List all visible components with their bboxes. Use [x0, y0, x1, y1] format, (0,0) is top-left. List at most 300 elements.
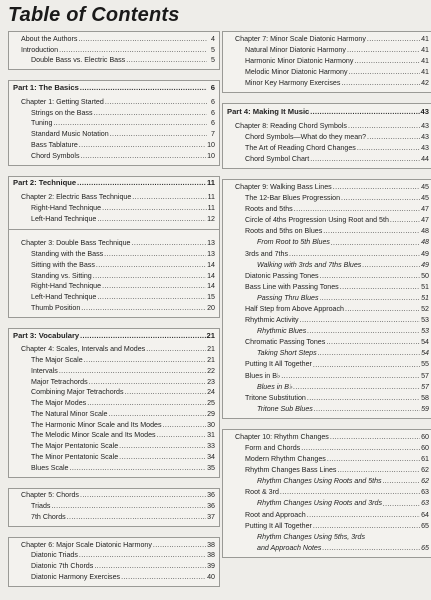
toc-entry-title: The Harmonic Minor Scale and Its Modes [31, 420, 162, 429]
toc-entry-title: Double Bass vs. Electric Bass [31, 56, 126, 65]
toc-entry-title: 7th Chords [31, 512, 66, 521]
toc-entry-title: Taking Short Steps [257, 349, 317, 358]
toc-entry-title: The Natural Minor Scale [31, 409, 108, 418]
dot-leader [80, 331, 205, 342]
toc-section-entry[interactable] [223, 393, 429, 404]
toc-entry-title: Rhythm Changes Using Roots and 5ths [257, 477, 382, 486]
toc-page-number: 65 [421, 521, 429, 530]
dot-leader [87, 398, 206, 409]
toc-section-box [8, 176, 220, 318]
dot-leader [97, 214, 206, 225]
toc-section-entry[interactable] [223, 359, 429, 370]
toc-page-number: 34 [207, 452, 215, 461]
toc-section-entry[interactable] [9, 366, 215, 377]
dot-leader [77, 178, 206, 189]
toc-exercise-entry[interactable] [223, 404, 429, 415]
dot-leader [340, 282, 420, 293]
toc-entry-title: Major Tetrachords [31, 377, 88, 386]
toc-page-number: 55 [421, 360, 429, 369]
dot-leader [67, 512, 206, 523]
toc-exercise-entry[interactable] [223, 543, 429, 554]
toc-page-number: 30 [207, 420, 215, 429]
toc-chapter-entry[interactable] [9, 45, 215, 56]
toc-entry-title: Bass Tablature [31, 140, 78, 149]
toc-section-entry[interactable] [9, 501, 215, 512]
toc-page-number: 21 [207, 345, 215, 354]
dot-leader [102, 203, 207, 214]
toc-page-number: 14 [207, 260, 215, 269]
toc-section-entry[interactable] [9, 572, 215, 583]
toc-page-number: 24 [207, 388, 215, 397]
toc-page-number: 6 [211, 97, 215, 106]
toc-entry-title: Passing Thru Blues [257, 293, 319, 302]
toc-chapter-entry[interactable] [9, 34, 215, 45]
toc-section-entry[interactable] [223, 132, 429, 143]
toc-section-entry[interactable] [223, 143, 429, 154]
toc-entry-title: Chapter 6: Major Scale Diatonic Harmony [21, 540, 152, 549]
toc-entry-title: Chromatic Passing Tones [245, 338, 326, 347]
dot-leader [294, 204, 420, 215]
toc-section-entry[interactable] [9, 303, 215, 314]
dot-leader [153, 540, 206, 551]
dot-leader [345, 304, 420, 315]
dot-leader [132, 192, 206, 203]
toc-entry-title: Rhythmic Activity [245, 316, 299, 325]
toc-page-number: 22 [207, 366, 215, 375]
toc-page-number: 29 [207, 409, 215, 418]
dot-leader [320, 271, 421, 282]
toc-entry-title: Form and Chords [245, 444, 301, 452]
toc-page-number: 48 [421, 238, 429, 247]
dot-leader [349, 67, 421, 78]
toc-part-heading[interactable] [9, 83, 215, 94]
toc-section-entry[interactable] [223, 510, 429, 521]
dot-leader [97, 292, 206, 303]
dot-leader [362, 260, 420, 271]
toc-entry-title: Tritone Sub Blues [257, 404, 313, 413]
toc-page-number: 38 [207, 540, 215, 549]
toc-entry-title: Roots and 5ths on Blues [245, 227, 323, 236]
toc-section-entry[interactable] [9, 512, 215, 523]
toc-section-entry[interactable] [223, 487, 429, 498]
toc-section-entry[interactable] [223, 271, 429, 282]
dot-leader [119, 452, 206, 463]
toc-entry-title: Sitting with the Bass [31, 260, 95, 269]
toc-entry-title: Rhythmic Blues [257, 327, 307, 336]
dot-leader [104, 249, 206, 260]
toc-page-number: 53 [421, 327, 429, 336]
toc-page-number: 31 [207, 431, 215, 440]
toc-page-number: 49 [421, 249, 429, 258]
toc-entry-title: The Major Scale [31, 356, 83, 365]
toc-section-entry[interactable] [9, 203, 215, 214]
toc-entry-title: Left-Hand Technique [31, 293, 97, 302]
dot-leader [323, 226, 420, 237]
toc-exercise-entry[interactable] [223, 498, 429, 509]
toc-entry-title: Roots and 5ths [245, 205, 293, 214]
toc-entry-title: Natural Minor Diatonic Harmony [245, 46, 346, 55]
dot-leader [367, 34, 420, 45]
toc-entry-title: Part 1: The Basics [13, 83, 79, 93]
toc-page-number: 25 [207, 399, 215, 408]
dot-leader [310, 154, 420, 165]
toc-page-number: 13 [207, 239, 215, 248]
toc-entry-title: Right-Hand Technique [31, 282, 102, 291]
toc-page-number: 60 [421, 444, 429, 452]
toc-section-entry[interactable] [9, 108, 215, 119]
toc-entry-title: Diatonic 7th Chords [31, 562, 94, 571]
toc-page-number: 42 [421, 79, 429, 88]
toc-entry-title: Introduction [21, 45, 59, 54]
toc-entry-title: 3rds and 7ths [245, 249, 288, 258]
toc-page-number: 43 [421, 121, 429, 130]
dot-leader [59, 45, 207, 56]
toc-entry-title: Right-Hand Technique [31, 203, 102, 212]
toc-section-entry[interactable] [9, 214, 215, 225]
toc-entry-title: The Minor Pentatonic Scale [31, 452, 119, 461]
toc-page-number: 43 [421, 143, 429, 152]
toc-entry-title: Part 3: Vocabulary [13, 330, 80, 340]
dot-leader [110, 129, 207, 140]
toc-entry-title: Putting It All Together [245, 521, 312, 530]
toc-entry-title: Thumb Position [31, 303, 81, 312]
toc-entry-title: Melodic Minor Diatonic Harmony [245, 68, 348, 77]
toc-page-number: 41 [421, 46, 429, 55]
toc-section-entry[interactable] [9, 292, 215, 303]
toc-section-box [8, 80, 220, 165]
toc-section-entry[interactable] [9, 151, 215, 162]
toc-page-number: 11 [206, 178, 215, 188]
toc-page-number: 14 [207, 271, 215, 280]
dot-leader [121, 572, 206, 583]
toc-page-number: 50 [421, 271, 429, 280]
toc-entry-title: Diatonic Passing Tones [245, 271, 319, 280]
toc-page-number: 35 [207, 463, 215, 472]
dot-leader [146, 344, 206, 355]
toc-entry-title: Chapter 9: Walking Bass Lines [235, 182, 332, 191]
toc-page-number: 65 [421, 543, 429, 552]
dot-leader [310, 107, 419, 118]
toc-section-entry[interactable] [223, 304, 429, 315]
toc-page-number: 57 [421, 371, 429, 380]
toc-section-entry[interactable] [9, 452, 215, 463]
toc-section-entry[interactable] [9, 282, 215, 293]
toc-page-number: 40 [207, 572, 215, 581]
toc-page-number: 47 [421, 216, 429, 225]
toc-page-number: 10 [207, 140, 215, 149]
dot-leader [163, 420, 207, 431]
toc-section-box [222, 179, 431, 419]
toc-entry-title: Part 4: Making It Music [227, 107, 310, 117]
toc-section-entry[interactable] [223, 193, 429, 204]
toc-page-number: 41 [421, 57, 429, 66]
dot-leader [79, 140, 206, 151]
toc-entry-title: The Melodic Minor Scale and Its Modes [31, 431, 156, 440]
toc-part-heading[interactable] [9, 331, 215, 342]
toc-page-number: 52 [421, 304, 429, 313]
toc-section-entry[interactable] [223, 78, 429, 89]
toc-entry-title: Half Step from Above Approach [245, 304, 344, 313]
toc-entry-title: Putting It All Together [245, 360, 312, 369]
toc-page-number: 6 [211, 119, 215, 128]
dot-leader [300, 315, 421, 326]
toc-page-number: 47 [421, 205, 429, 214]
toc-entry-title: Tuning [31, 119, 53, 128]
toc-section-entry[interactable] [9, 441, 215, 452]
toc-entry-title: Root and Approach [245, 510, 306, 519]
toc-section-entry[interactable] [9, 119, 215, 130]
toc-section-entry[interactable] [9, 377, 215, 388]
toc-entry-title: Modern Rhythm Changes [245, 455, 326, 464]
toc-section-entry[interactable] [9, 398, 215, 409]
toc-page-number: 39 [207, 562, 215, 571]
dot-leader [78, 34, 207, 45]
dot-leader [53, 118, 207, 129]
toc-entry-title: Combining Major Tetrachords [31, 388, 124, 397]
dot-leader [390, 215, 420, 226]
toc-entry-title: Chord Symbols [31, 151, 80, 160]
dot-leader [331, 238, 420, 249]
toc-section-entry[interactable] [9, 463, 215, 474]
dot-leader [307, 326, 420, 337]
toc-entry-title: Walking with 3rds and 7ths Blues [257, 260, 362, 269]
toc-page-number: 6 [211, 108, 215, 117]
toc-exercise-entry[interactable] [223, 382, 429, 393]
toc-page-number: 5 [211, 56, 215, 65]
toc-section-entry[interactable] [223, 521, 429, 532]
section-divider [9, 229, 219, 239]
toc-section-entry[interactable] [223, 337, 429, 348]
dot-leader [347, 45, 420, 56]
toc-section-entry[interactable] [9, 388, 215, 399]
toc-page-number: 37 [207, 512, 215, 521]
toc-page-number: 62 [421, 477, 429, 486]
toc-entry-title: Chapter 2: Electric Bass Technique [21, 193, 132, 202]
toc-page-number: 41 [421, 35, 429, 43]
toc-page-number: 64 [421, 510, 429, 519]
toc-entry-title: Standard Music Notation [31, 130, 109, 139]
dot-leader [94, 561, 206, 572]
toc-section-entry[interactable] [223, 282, 429, 293]
dot-leader [105, 97, 207, 108]
toc-chapter-entry[interactable] [9, 491, 215, 502]
dot-leader [102, 281, 206, 292]
toc-section-entry[interactable] [9, 431, 215, 442]
page-title: Table of Contents [8, 4, 180, 26]
toc-section-entry[interactable] [223, 249, 429, 260]
toc-section-entry[interactable] [223, 465, 429, 476]
toc-entry-title: Blues in B♭ [245, 371, 281, 380]
toc-page-number: 58 [421, 393, 429, 402]
toc-entry-title: Harmonic Minor Diatonic Harmony [245, 57, 354, 66]
toc-entry-title: Diatonic Harmony Exercises [31, 572, 121, 581]
toc-section-box [222, 31, 431, 93]
toc-section-entry[interactable] [223, 67, 429, 78]
dot-leader [341, 193, 420, 204]
toc-exercise-entry[interactable] [223, 260, 429, 271]
toc-entry-title: Chapter 4: Scales, Intervals and Modes [21, 345, 146, 354]
toc-entry-title: Root & 3rd [245, 488, 279, 497]
toc-exercise-entry[interactable] [223, 237, 429, 248]
toc-entry-title: Rhythm Changes Bass Lines [245, 466, 337, 475]
toc-section-entry[interactable] [223, 315, 429, 326]
toc-page-number: 51 [421, 282, 429, 291]
toc-exercise-entry[interactable] [223, 348, 429, 359]
toc-section-entry[interactable] [9, 56, 215, 67]
toc-page-number: 4 [211, 34, 215, 43]
dot-leader [280, 487, 420, 498]
toc-page-number: 54 [421, 349, 429, 358]
toc-exercise-entry[interactable] [223, 293, 429, 304]
dot-leader [157, 430, 207, 441]
dot-leader [69, 463, 206, 474]
toc-section-box [8, 537, 220, 587]
toc-entry-title: Chapter 5: Chords [21, 491, 79, 500]
dot-leader [84, 355, 206, 366]
toc-exercise-entry[interactable] [223, 476, 429, 487]
toc-entry-title: Standing with the Bass [31, 250, 104, 259]
toc-chapter-entry[interactable] [9, 540, 215, 551]
toc-entry-title: Part 2: Technique [13, 178, 77, 188]
toc-section-entry[interactable] [9, 355, 215, 366]
toc-section-entry[interactable] [9, 140, 215, 151]
toc-page-number: 36 [207, 502, 215, 511]
dot-leader [322, 543, 420, 554]
toc-page-number: 61 [421, 455, 429, 464]
toc-chapter-entry[interactable] [223, 34, 429, 45]
toc-chapter-entry[interactable] [223, 121, 429, 132]
toc-entry-title: The Major Modes [31, 399, 87, 408]
toc-page-number: 62 [421, 466, 429, 475]
toc-entry-title: Diatonic Triads [31, 551, 78, 560]
toc-entry-title: Chapter 8: Reading Chord Symbols [235, 121, 347, 130]
toc-section-entry[interactable] [9, 129, 215, 140]
toc-page-number: 7 [211, 130, 215, 139]
toc-page-number: 13 [207, 250, 215, 259]
toc-entry-title: Chord Symbol Chart [245, 154, 310, 163]
toc-section-entry[interactable] [9, 409, 215, 420]
toc-exercise-entry[interactable] [223, 532, 429, 543]
toc-chapter-entry[interactable] [9, 345, 215, 356]
toc-part-heading[interactable] [9, 179, 215, 190]
toc-entry-title: Minor Key Harmony Exercises [245, 79, 341, 88]
toc-entry-title: Strings on the Bass [31, 108, 93, 117]
toc-part-heading[interactable] [223, 106, 429, 117]
dot-leader [79, 550, 206, 561]
toc-entry-title: About the Authors [21, 34, 78, 43]
toc-page-number: 41 [421, 68, 429, 77]
dot-leader [341, 78, 420, 89]
dot-leader [330, 432, 420, 443]
toc-entry-title: Chapter 7: Minor Scale Diatonic Harmony [235, 35, 366, 43]
toc-section-entry[interactable] [223, 204, 429, 215]
toc-entry-title: Rhythm Changes Using 5ths, 3rds [257, 532, 366, 541]
toc-entry-title: Chapter 1: Getting Started [21, 97, 104, 106]
toc-section-entry[interactable] [223, 56, 429, 67]
toc-page-number: 6 [210, 83, 215, 93]
toc-exercise-entry[interactable] [223, 326, 429, 337]
dot-leader [383, 499, 420, 510]
dot-leader [357, 143, 420, 154]
toc-entry-title: Rhythm Changes Using Roots and 3rds [257, 499, 382, 508]
toc-page-number: 43 [420, 107, 429, 117]
toc-entry-title: The 12-Bar Blues Progression [245, 194, 341, 203]
toc-page-number: 45 [421, 182, 429, 191]
toc-entry-title: Bass Line with Passing Tones [245, 282, 339, 291]
toc-section-entry[interactable] [223, 226, 429, 237]
dot-leader [59, 366, 206, 377]
toc-page-number: 21 [207, 356, 215, 365]
toc-page-number: 49 [421, 260, 429, 269]
toc-section-box [8, 488, 220, 527]
toc-chapter-entry[interactable] [9, 97, 215, 108]
dot-leader [327, 454, 420, 465]
toc-chapter-entry[interactable] [223, 432, 429, 443]
toc-page-number: 54 [421, 338, 429, 347]
toc-section-entry[interactable] [9, 420, 215, 431]
toc-section-entry[interactable] [9, 260, 215, 271]
toc-section-entry[interactable] [223, 45, 429, 56]
toc-section-entry[interactable] [223, 443, 429, 454]
dot-leader [367, 132, 420, 143]
toc-entry-title: Chord Symbols—What do they mean? [245, 132, 367, 141]
dot-leader [301, 443, 420, 454]
toc-entry-title: Blues in B♭ [257, 382, 293, 391]
toc-section-box [8, 328, 220, 478]
dot-leader [320, 293, 421, 304]
toc-entry-title: Intervals [31, 366, 58, 375]
toc-page-number: 43 [421, 132, 429, 141]
toc-section-entry[interactable] [9, 249, 215, 260]
toc-page-number: 63 [421, 499, 429, 508]
toc-section-entry[interactable] [223, 154, 429, 165]
toc-page-number: 44 [421, 154, 429, 163]
toc-page-number: 10 [207, 151, 215, 160]
toc-page-number: 45 [421, 194, 429, 203]
toc-entry-title: Chapter 10: Rhythm Changes [235, 432, 329, 441]
toc-section-entry[interactable] [223, 215, 429, 226]
dot-leader [119, 441, 206, 452]
toc-page-number: 23 [207, 377, 215, 386]
dot-leader [125, 387, 207, 398]
toc-chapter-entry[interactable] [223, 182, 429, 193]
toc-entry-title: Triads [31, 502, 51, 511]
toc-section-entry[interactable] [223, 454, 429, 465]
toc-entry-title: and Approach Notes [257, 543, 322, 552]
toc-page-number: 51 [421, 293, 429, 302]
toc-chapter-entry[interactable] [9, 192, 215, 203]
toc-section-entry[interactable] [9, 561, 215, 572]
toc-page-number: 38 [207, 551, 215, 560]
toc-section-entry[interactable] [9, 551, 215, 562]
toc-entry-title: Blues Scale [31, 463, 69, 472]
toc-page-number: 53 [421, 316, 429, 325]
dot-leader [318, 348, 420, 359]
toc-chapter-entry[interactable] [9, 239, 215, 250]
dot-leader [96, 260, 206, 271]
dot-leader [94, 108, 207, 119]
dot-leader [313, 360, 420, 371]
toc-page-number: 36 [207, 491, 215, 500]
toc-section-entry[interactable] [9, 271, 215, 282]
dot-leader [307, 393, 420, 404]
toc-section-box [222, 103, 431, 168]
dot-leader [354, 56, 420, 67]
toc-section-entry[interactable] [223, 371, 429, 382]
toc-section-box [8, 31, 220, 70]
dot-leader [307, 510, 420, 521]
dot-leader [126, 55, 207, 66]
